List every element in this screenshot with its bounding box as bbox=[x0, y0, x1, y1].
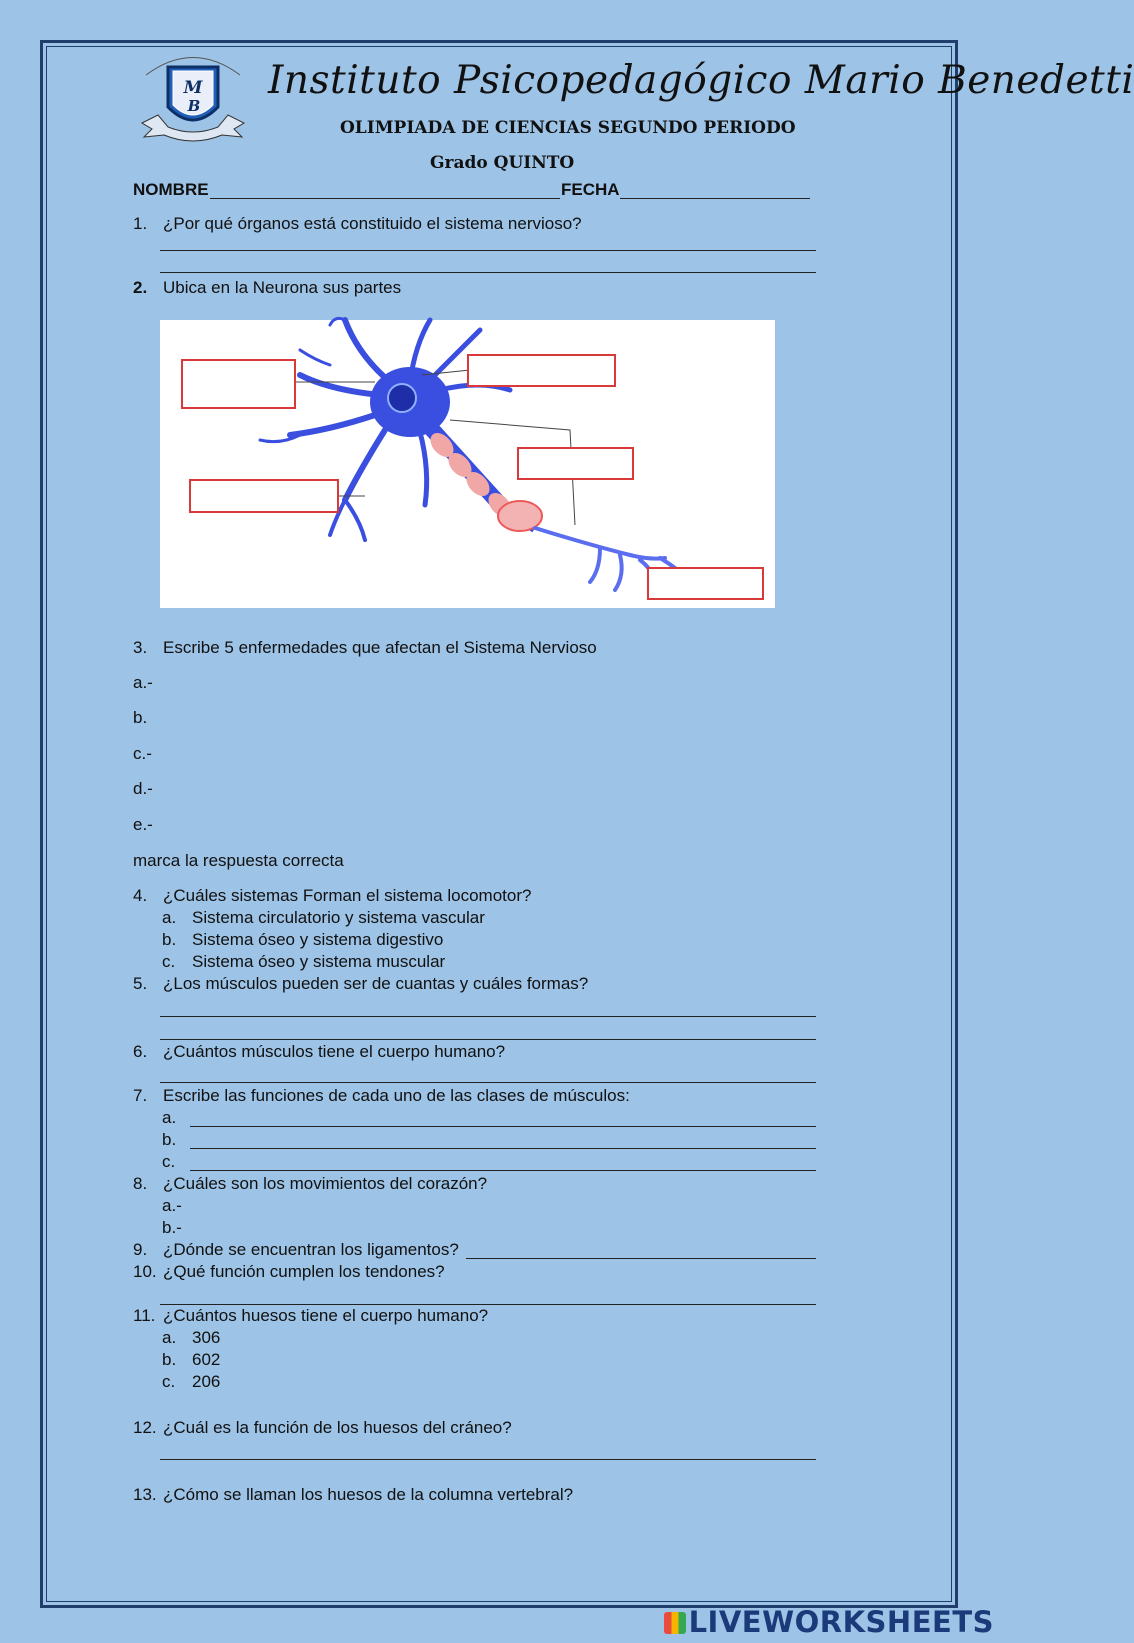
name-label: NOMBRE bbox=[133, 180, 209, 199]
option-11c[interactable]: c. 206 bbox=[162, 1372, 221, 1391]
list-item: b. bbox=[133, 708, 148, 727]
question-1: 1. ¿Por qué órganos está constituido el sistema nervioso? bbox=[133, 214, 582, 233]
list-item: a.- bbox=[162, 1196, 182, 1215]
label-box-3[interactable] bbox=[518, 448, 633, 479]
list-item: c.- bbox=[133, 744, 152, 763]
list-item: c. bbox=[162, 1152, 176, 1171]
question-8: 8. ¿Cuáles son los movimientos del corazón? bbox=[133, 1174, 488, 1193]
institute-name: Instituto Psicopedagógico Mario Benedetti bbox=[268, 58, 1134, 103]
answer-line-7a[interactable] bbox=[190, 1126, 816, 1127]
question-2: 2. Ubica en la Neurona sus partes bbox=[133, 278, 402, 297]
list-item: a.- bbox=[133, 673, 153, 692]
instruction-text: marca la respuesta correcta bbox=[133, 851, 344, 870]
liveworksheets-icon bbox=[664, 1612, 686, 1634]
option-11a[interactable]: a. 306 bbox=[162, 1328, 221, 1347]
question-12: 12. ¿Cuál es la función de los huesos del cráneo? bbox=[133, 1418, 512, 1437]
question-5: 5. ¿Los músculos pueden ser de cuantas y cuáles formas? bbox=[133, 974, 589, 993]
answer-line-6[interactable] bbox=[160, 1082, 816, 1083]
option-4b[interactable]: b. Sistema óseo y sistema digestivo bbox=[162, 930, 444, 949]
answer-line-7b[interactable] bbox=[190, 1148, 816, 1149]
exam-title: OLIMPIADA DE CIENCIAS SEGUNDO PERIODO bbox=[340, 118, 796, 138]
option-11b[interactable]: b. 602 bbox=[162, 1350, 221, 1369]
logo-monogram-m: M bbox=[183, 78, 203, 98]
answer-line-10[interactable] bbox=[160, 1304, 816, 1305]
question-7: 7. Escribe las funciones de cada uno de las clases de músculos: bbox=[133, 1086, 630, 1105]
logo-monogram-b: B bbox=[187, 97, 201, 115]
liveworksheets-logo[interactable]: LIVEWORKSHEETS bbox=[664, 1605, 994, 1639]
list-item: a. bbox=[162, 1108, 177, 1127]
question-6: 6. ¿Cuántos músculos tiene el cuerpo humano? bbox=[133, 1042, 506, 1061]
answer-line-9[interactable] bbox=[466, 1258, 816, 1259]
answer-line-7c[interactable] bbox=[190, 1170, 816, 1171]
question-4: 4. ¿Cuáles sistemas Forman el sistema locomotor? bbox=[133, 886, 532, 905]
list-item: e.- bbox=[133, 815, 153, 834]
list-item: d.- bbox=[133, 779, 153, 798]
list-item: b. bbox=[162, 1130, 177, 1149]
answer-line-1b[interactable] bbox=[160, 272, 816, 273]
label-box-2[interactable] bbox=[468, 355, 615, 386]
date-label: FECHA bbox=[561, 180, 620, 199]
question-10: 10. ¿Qué función cumplen los tendones? bbox=[133, 1262, 445, 1281]
answer-line-5a[interactable] bbox=[160, 1016, 816, 1017]
school-logo bbox=[138, 45, 248, 150]
label-box-4[interactable] bbox=[190, 480, 338, 512]
answer-line-1a[interactable] bbox=[160, 250, 816, 251]
date-field[interactable] bbox=[620, 198, 810, 199]
question-13: 13. ¿Cómo se llaman los huesos de la columna vertebral? bbox=[133, 1485, 574, 1504]
option-4a[interactable]: a. Sistema circulatorio y sistema vascular bbox=[162, 908, 485, 927]
answer-line-12[interactable] bbox=[160, 1459, 816, 1460]
question-11: 11. ¿Cuántos huesos tiene el cuerpo humano? bbox=[133, 1306, 489, 1325]
option-4c[interactable]: c. Sistema óseo y sistema muscular bbox=[162, 952, 446, 971]
question-9: 9. ¿Dónde se encuentran los ligamentos? bbox=[133, 1240, 459, 1259]
question-3: 3. Escribe 5 enfermedades que afectan el Sistema Nervioso bbox=[133, 638, 597, 657]
answer-line-5b[interactable] bbox=[160, 1039, 816, 1040]
name-field[interactable] bbox=[210, 198, 560, 199]
neuron-diagram bbox=[160, 320, 775, 608]
grade-label: Grado QUINTO bbox=[430, 153, 575, 173]
label-box-5[interactable] bbox=[648, 568, 763, 599]
label-box-1[interactable] bbox=[182, 360, 295, 408]
list-item: b.- bbox=[162, 1218, 182, 1237]
